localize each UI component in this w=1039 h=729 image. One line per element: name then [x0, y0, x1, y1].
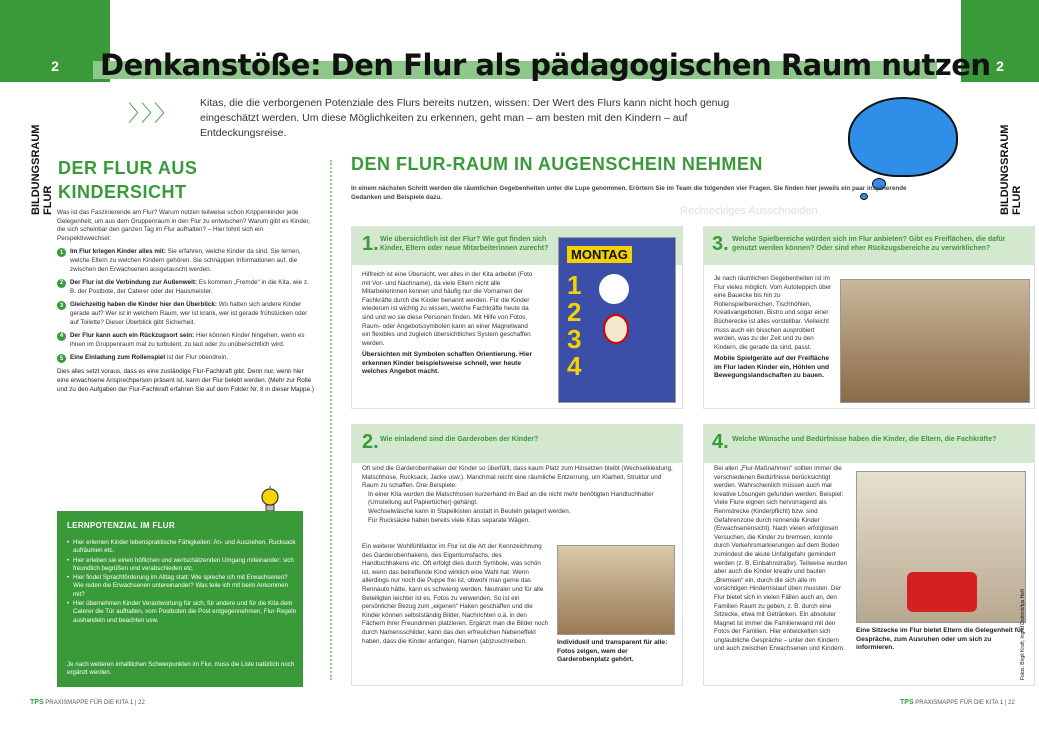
item-text: Es kommen „Fremde“ in die Kita, wie z. B. der Postbote, der Caterer oder der Hausmeister. — [70, 279, 309, 295]
list-item: Für Rucksäcke haben bereits viele Kitas separate Wägen. — [368, 516, 531, 524]
left-heading — [58, 156, 197, 204]
red-chair — [907, 572, 977, 612]
panel-3 — [703, 226, 1035, 409]
panel-number: 3. — [712, 233, 729, 255]
intro-text: Kitas, die die verborgenen Potenziale des Flurs bereits nutzen, wissen: Der Wert des Flurs kann nicht hoch genug eingeschätzt werden. Um diese Möglichkeiten zu erkennen, geht man – am besten mit den Kindern – auf Entdeckungsreise. — [200, 97, 730, 139]
ghost-watermark: Rechteckiges Ausschneiden — [680, 205, 818, 217]
list-item: • Hier erleben sie einen höflichen und wertschätzenden Umgang miteinander: sich freundlich begrüßen und verabschieden etc. — [67, 557, 297, 574]
panel-text: Oft sind die Garderobenhaken der Kinder so überfüllt, dass kaum Platz zum Hinsetzen bleibt (Wechselkleidung, Matschhose, Rucksack, Jacke usw.). Manchmal reicht eine räumliche Entzerrung, um Klarheit, Struktur und Raum zu schaffen. Drei Beispiele: — [362, 465, 673, 490]
left-heading-line-1: DER FLUR AUS — [58, 158, 198, 178]
item-text: Sie erfahren, welche Kinder da sind. Sie lernen, welche Eltern zu welchen Kindern gehören. Sie schnappen Informationen auf, die zwischen den Erwachsenen ausgetauscht werden. — [70, 248, 301, 273]
column-divider — [330, 160, 332, 680]
panel-header — [704, 425, 1034, 463]
footer-left — [30, 699, 145, 706]
panel-1 — [351, 226, 683, 409]
left-column — [57, 209, 315, 399]
footer-right — [900, 699, 1015, 706]
item-bold: Eine Einladung zum Rollenspiel — [70, 354, 166, 362]
item-text: Wo halten sich andere Kinder gerade auf? Wer ist in welchem Raum, wer ist krank, wer ist gerade frühstücken oder auf Toilette? Dieser Überblick gibt Sicherheit. — [70, 301, 308, 326]
item-bold: Der Flur kann auch ein Rückzugsort sein: — [70, 332, 195, 340]
panel-caption: Individuell und transparent für alle: Fotos zeigen, wem der Garderobenplatz gehört. — [557, 639, 668, 664]
item-bold: Der Flur ist die Verbindung zur Außenwelt: — [70, 279, 198, 287]
side-label-right: BILDUNGSRAUM FLUR — [999, 124, 1023, 215]
panel-question: Wie einladend sind die Garderoben der Kinder? — [380, 436, 539, 443]
list-item — [57, 248, 315, 274]
list-item: Wechselwäsche kann in Stapelkisten anstatt in Beuteln gelagert werden. — [368, 507, 571, 515]
list-item: • Hier übernehmen Kinder Verantwortung für sich, für andere und für die Kita dem Caterer die Tür aufhalten, vom Postboten die Post entgegennehmen, Flur-Regeln aushandeln und beachten usw. — [67, 600, 297, 625]
wardrobe-photo — [557, 545, 675, 635]
panel-text: Bei allen „Flur-Maßnahmen“ sollten immer die verschiedenen Bedürfnisse berücksichtigt werden. Wahrscheinlich müssen auch mal kreative Lösungen gefunden werden. Beispiel: Viele Flure eignen sich hervorragend als Rennstrecke (Kinderpflicht) bzw. sind Gefahrenzone durch rennende Kinder (Erwachsenensicht). Nach vielen erfolglosen Versuchen, die Kinder zu bremsen, konnte durch Verkehrsmarkierungen auf dem Boden zumindest die akute Unfallgefahr gemindert werden (z. B. Einbahnstraße). Teilweise wurden aber auch die Kinder kreativ und bauten „Bremsen“ ein, durch die sich alle im vorsichtigen Hindernislauf üben mussten. Der Flur bietet sich in vielen Fällen auch an, den Familien Raum zu geben, z. B. durch eine Sitzecke, etwa mit Getränken. Ein absoluter Magnet ist immer die Familienwand mit den Fotos der Familien. Hier entwickelten sich unglaubliche Gespräche – unter den Kindern und auch zwischen Erwachsenen und Kindern. — [714, 465, 848, 653]
right-intro: In einem nächsten Schritt werden die räumlichen Gegebenheiten unter die Lupe genommen. Erörtern Sie im Team die folgenden vier Fragen. Sie finden hier jeweils ein paar inspirierende Gedanken und Beispiele dazu. — [351, 185, 907, 201]
panel-4 — [703, 424, 1035, 686]
panel-caption: Mobile Spielgeräte auf der Freifläche im Flur laden Kinder ein, Höhlen und Bewegungslandschaften zu bauen. — [714, 355, 830, 380]
lernpotenzial-list — [67, 539, 297, 626]
left-lead: Was ist das Faszinierende am Flur? Warum nutzen teilweise schon Krippenkinder jede Gelegenheit, um aus dem Gruppenraum in den Flur zu entwischen? Warum gibt es Kinder, die sich scheinbar den ganzen Tag im Flur aufhalten? – Hier lohnt sich ein Perspektivwechsel: — [57, 209, 310, 242]
panel-question: Welche Wünsche und Bedürfnisse haben die Kinder, die Eltern, die Fachkräfte? — [732, 436, 997, 443]
seating-photo — [856, 471, 1026, 623]
photo-label: MONTAG — [567, 246, 632, 263]
left-heading-line-2: KINDERSICHT — [58, 182, 187, 202]
item-number: 3 — [57, 301, 66, 310]
board-photo — [558, 237, 676, 403]
panel-text-2: Ein weiterer Wohlfühlfaktor im Flur ist die Art der Kennzeichnung des Garderobenhakens, des Eigentumsfachs, des Handtuchhakens etc. Oft erfolgt dies durch Symbole, was schön ist, wenn das betreffende Kind wirklich eine Wahl hat. Wenn allerdings nur noch die Puppe frei ist, obwohl man gerne das Rennauto hätte, kann es schwierig werden. Neutraler und für alle Beteiligten leichter ist es, Fotos zu verwenden. So ist ein persönlicher Bezug zum „eigenen“ Haken geschaffen und die Kinder können selbstständig Bilder, Nachrichten o.ä. in den Fächern ihrer Freundinnen platzieren. Ergänzt man die Bilder noch durch Namensschilder, kann das den erfreulichen Nebeneffekt haben, dass die Kinder anfangen, Namen (ab)zuschreiben. — [362, 543, 549, 645]
panel-caption: Eine Sitzecke im Flur bietet Eltern die Gelegenheit für Gespräche, zum Ausruhen oder um sich zu informieren. — [856, 627, 1024, 652]
list-item: • Hier erlernen Kinder lebenspraktische Fähigkeiten: An- und Ausziehen, Rucksack aufräumen etc. — [67, 539, 297, 556]
panel-header — [352, 425, 682, 463]
item-text: ist der Flur obendrein. — [165, 354, 229, 362]
panel-2 — [351, 424, 683, 686]
list-item — [57, 279, 315, 296]
side-label-left: BILDUNGSRAUM FLUR — [30, 124, 54, 215]
footer-brand: TPS — [30, 699, 44, 706]
item-number: 2 — [57, 279, 66, 288]
panel-number: 2. — [362, 431, 379, 453]
photo-credit: Fotos: Birgit Kraft; Ingrid Dobrick/tps Heft — [1020, 589, 1026, 680]
thought-cloud-icon — [848, 97, 958, 177]
item-number: 1 — [57, 248, 66, 257]
list-item — [57, 332, 315, 349]
item-bold: Gleichzeitig haben die Kinder hier den Überblick: — [70, 301, 217, 309]
lernpotenzial-title: LERNPOTENZIAL IM FLUR — [67, 521, 175, 530]
play-area-photo — [840, 279, 1030, 403]
panel-caption: Übersichten mit Symbolen schaffen Orientierung. Hier erkennen Kinder beispielsweise schnell, wer heute welches Angebot macht. — [362, 351, 533, 376]
panel-number: 4. — [712, 431, 729, 453]
list-item: In einer Kita wurden die Matschhosen kurzerhand im Bad an die nicht mehr benötigten Handtuchhalter (Umstellung auf Papiertücher) gehängt. — [368, 490, 654, 507]
clown-icon — [603, 314, 629, 344]
panel-text-block — [362, 465, 678, 525]
list-item: • Hier findet Sprachförderung im Alltag statt: Wie spreche ich mit Erwachsenen? Wie reden die Erwachsenen untereinander? Was teile ich mit beim Ankommen mit? — [67, 574, 297, 599]
list-item — [57, 301, 315, 327]
chevrons-icon: 〉〉〉 — [128, 101, 179, 126]
item-bold: Im Flur kriegen Kinder alles mit: — [70, 248, 166, 256]
palette-icon — [599, 274, 629, 304]
list-item — [57, 354, 315, 363]
footer-text: PRAXISMAPPE FÜR DIE KITA 1 | 22 — [45, 700, 145, 706]
page-number-text: 2 — [996, 58, 1004, 74]
item-number: 4 — [57, 332, 66, 341]
left-closing: Dies alles setzt voraus, dass es eine zuständige Flur-Fachkraft gibt. Denn nur, wenn hier eine erwachsene Ansprechperson präsent ist, kann der Flur belebt werden. (Mehr zur Rolle und zu den Aufgaben der Flur-Fachkraft erfahren Sie auf dem Folder Nr. 8 in dieser Mappe.) — [57, 368, 314, 393]
photo-digits: 1 2 3 4 — [567, 270, 582, 381]
footer-text: PRAXISMAPPE FÜR DIE KITA 1 | 22 — [915, 700, 1015, 706]
page-title: Denkanstöße: Den Flur als pädagogischen Raum nutzen — [100, 48, 991, 82]
panel-question: Welche Spielbereiche würden sich im Flur anbieten? Gibt es Freiflächen, die dafür genutzt werden können? Oder sind eher Rückzugsbereiche zu verwirklichen? — [732, 236, 1006, 252]
panel-text: Je nach räumlichen Gegebenheiten ist im Flur vieles möglich. Vom Autoteppich über eine Bauecke bis hin zu Rollenspielbereichen, Tischhöhlen, Kreativangeboten, Bistro und sogar einer Bücherecke ist alles vorstellbar. Vielleicht muss auch ein bisschen ausprobiert werden, was zu der Zeit und zu den Kindern, die gerade da sind, passt. — [714, 275, 832, 351]
lernpotenzial-box — [57, 511, 303, 687]
page-number-text: 2 — [51, 58, 59, 74]
item-text: Hier können Kinder hingehen, wenn es ihnen im Gruppenraum mal zu turbulent, zu laut oder zu unübersichtlich wird. — [70, 332, 305, 348]
footer-brand: TPS — [900, 699, 914, 706]
lernpotenzial-footnote: Je nach weiteren inhaltlichen Schwerpunkten im Flur, muss die Liste natürlich noch ergänzt werden. — [67, 661, 295, 677]
panel-question: Wie übersichtlich ist der Flur? Wie gut finden sich Kinder, Eltern oder neue Mitarbeiterinnen zurecht? — [380, 236, 549, 252]
panel-number: 1. — [362, 233, 379, 255]
item-number: 5 — [57, 354, 66, 363]
right-heading: DEN FLUR-RAUM IN AUGENSCHEIN NEHMEN — [351, 154, 763, 174]
panel-text: Hilfreich ist eine Übersicht, wer alles in der Kita arbeitet (Foto mit Vor- und Nachname), da viele Eltern nicht alle Mitarbeiterinnen kennen und häufig nur die Vornamen der Fachkräfte durch die Kinder benannt werden. Für die Kinder wiederum ist wichtig zu wissen, welche Fachkräfte heute da sind und wo sie diese Personen finden. Mit Hilfe von Fotos, Raum- oder Angebotssymbolen kann an einer Magnetwand ein flexibles und zugleich übersichtliches System geschaffen werden. — [362, 271, 533, 347]
